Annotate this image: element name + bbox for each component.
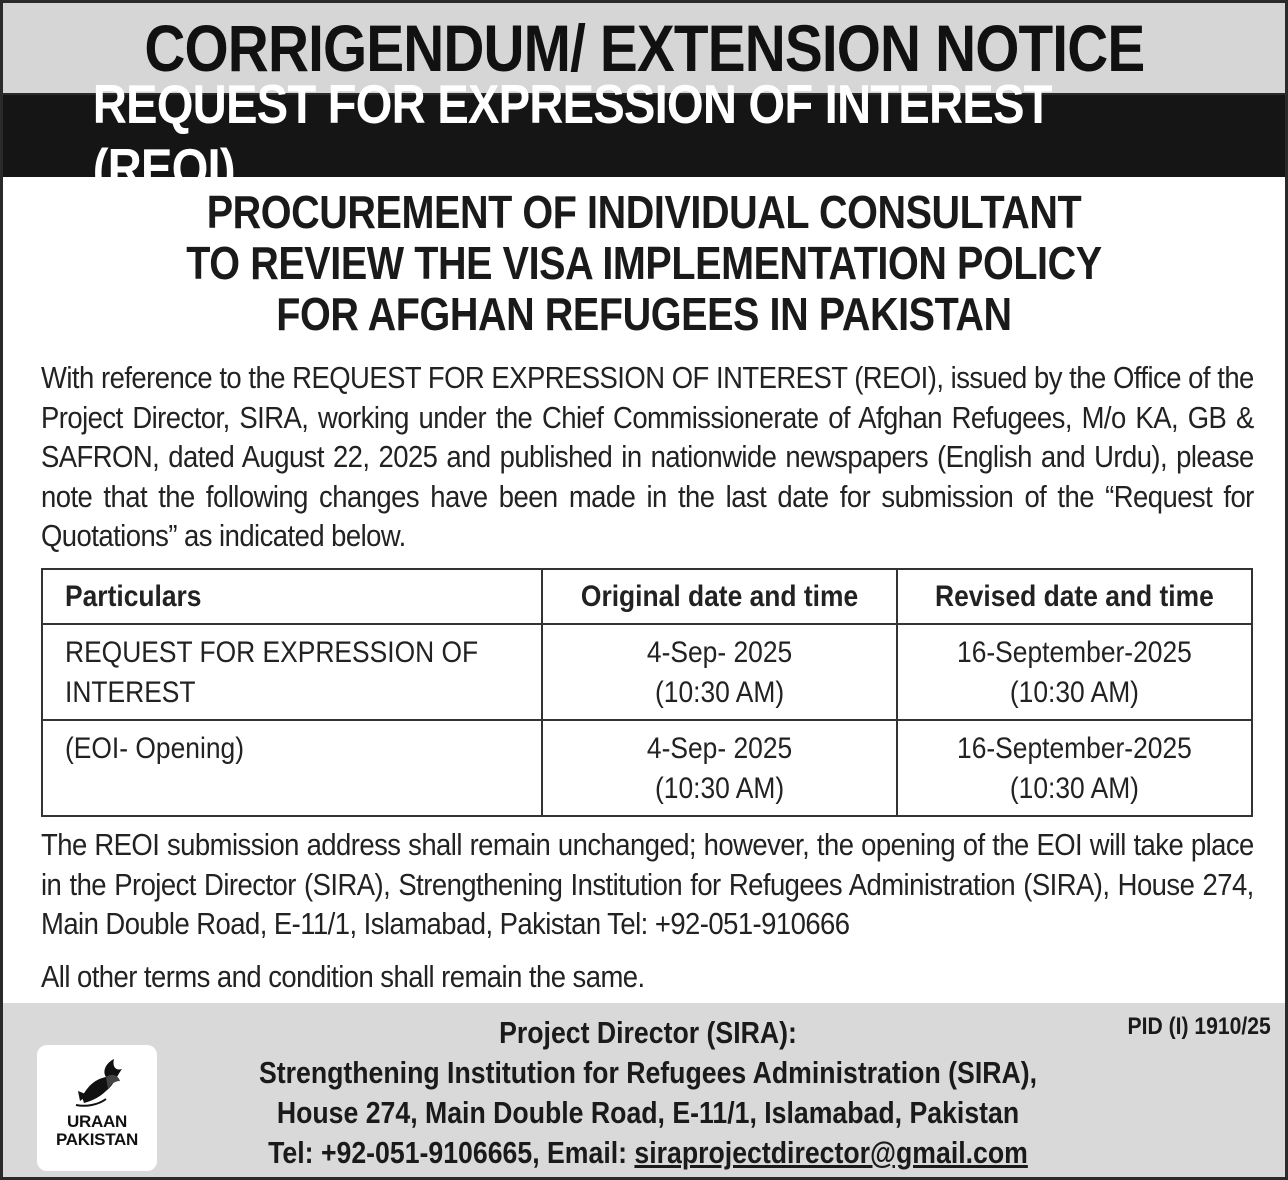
revised-date-cell: 16-September-2025 (10:30 AM) <box>897 720 1252 816</box>
original-date-cell: 4-Sep- 2025 (10:30 AM) <box>542 720 897 816</box>
particular-cell: REQUEST FOR EXPRESSION OF INTEREST <box>42 624 542 720</box>
contact-line-3: House 274, Main Double Road, E-11/1, Islamabad, Pakistan <box>276 1095 1020 1130</box>
contact-block <box>173 1013 1123 1173</box>
headline <box>3 187 1285 340</box>
intro-paragraph <box>41 359 1255 557</box>
subtitle-band <box>3 73 1285 199</box>
particular-cell: (EOI- Opening) <box>42 720 542 816</box>
contact-line-1: Project Director (SIRA): <box>499 1015 797 1050</box>
schedule-table <box>41 568 1253 817</box>
contact-line-4 <box>240 1133 1057 1173</box>
headline-line-1: PROCUREMENT OF INDIVIDUAL CONSULTANT <box>206 186 1082 238</box>
logo-line-1: URAAN <box>67 1112 127 1131</box>
closing-paragraph <box>41 958 1255 998</box>
header-original: Original date and time <box>542 569 897 624</box>
address-paragraph <box>41 826 1255 945</box>
table-row <box>42 624 1252 720</box>
pid-number: PID (I) 1910/25 <box>1127 1013 1271 1040</box>
email-link[interactable]: siraprojectdirector@gmail.com <box>634 1135 1028 1170</box>
table-row <box>42 720 1252 816</box>
headline-line-3: FOR AFGHAN REFUGEES IN PAKISTAN <box>276 288 1012 340</box>
footer <box>3 1003 1285 1177</box>
logo-line-2: PAKISTAN <box>56 1130 138 1149</box>
notice-title: CORRIGENDUM/ EXTENSION NOTICE <box>144 11 1144 85</box>
header-revised: Revised date and time <box>897 569 1252 624</box>
notice-subtitle: REQUEST FOR EXPRESSION OF INTEREST (REOI) <box>92 73 1052 199</box>
address-text: The REOI submission address shall remain unchanged; however, the opening of the EOI will take place in the Project Director (SIRA), Strengthening Institution for Refugees Administration (SIRA), House 274, Main Double Road, E-11/1, Islamabad, Pakistan Tel: +92-051-910666 <box>41 828 1254 941</box>
intro-text: With reference to the REQUEST FOR EXPRESSION OF INTEREST (REOI), issued by the Office of the Project Director, SIRA, working under the Chief Commissionerate of Afghan Refugees, M/o KA, GB & SAFRON, dated August 22, 2025 and published in nationwide newspapers (English and Urdu), please note that the following changes have been made in the last date for submission of the “Request for Quotations” as indicated below. <box>41 361 1254 553</box>
original-date-cell: 4-Sep- 2025 (10:30 AM) <box>542 624 897 720</box>
uraan-pakistan-logo <box>37 1045 157 1171</box>
headline-line-2: TO REVIEW THE VISA IMPLEMENTATION POLICY <box>186 237 1102 289</box>
header-particulars: Particulars <box>42 569 542 624</box>
contact-line-2: Strengthening Institution for Refugees Administration (SIRA), <box>258 1055 1038 1090</box>
closing-text: All other terms and condition shall remain the same. <box>41 960 645 994</box>
revised-date-cell: 16-September-2025 (10:30 AM) <box>897 624 1252 720</box>
tel-label: Tel: +92-051-9106665, Email: <box>268 1135 635 1170</box>
eagle-icon <box>62 1051 132 1113</box>
table-header-row <box>42 569 1252 624</box>
